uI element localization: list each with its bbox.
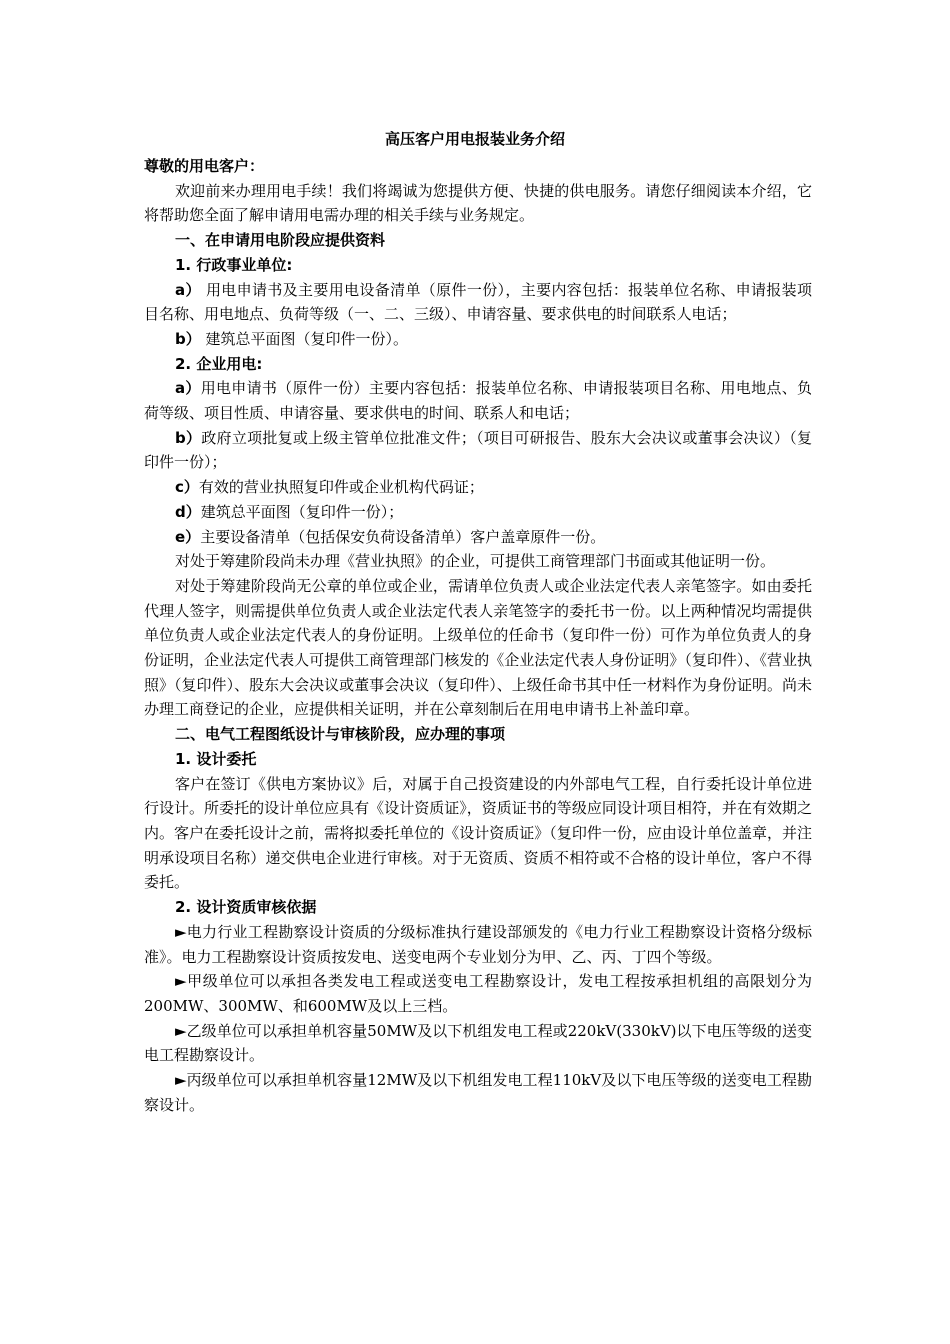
note-paragraph: 对处于筹建阶段尚未办理《营业执照》的企业，可提供工商管理部门书面或其他证明一份。: [175, 552, 776, 571]
item-marker: c）: [175, 478, 199, 497]
section-1-heading: 一、在申请用电阶段应提供资料: [175, 231, 386, 250]
item-marker: e）: [175, 527, 201, 546]
list-item: [144, 475, 812, 500]
item-marker: d）: [175, 502, 201, 521]
item-text: 用电申请书（原件一份）主要内容包括：报装单位名称、申请报装项目名称、用电地点、负荷等级、项目性质、申请容量、要求供电的时间、联系人和电话；: [144, 379, 812, 423]
section-1-sub-1-heading: 1. 行政事业单位:: [175, 255, 293, 274]
list-item: [144, 500, 812, 525]
list-item: [144, 327, 812, 352]
list-item: [144, 426, 812, 475]
section-2-sub-2-heading: 2. 设计资质审核依据: [175, 898, 317, 917]
document-title: 高压客户用电报装业务介绍: [384, 130, 565, 148]
item-text: 建筑总平面图（复印件一份）；: [200, 502, 404, 521]
list-item: [144, 525, 812, 550]
item-text: 建筑总平面图（复印件一份）。: [200, 329, 409, 348]
bullet-paragraph: ►电力行业工程勘察设计资质的分级标准执行建设部颁发的《电力行业工程勘察设计资格分级标准》。电力工程勘察设计资质按发电、送变电两个专业划分为甲、乙、丙、丁四个等级。: [144, 922, 812, 966]
note-paragraph: 对处于筹建阶段尚无公章的单位或企业，需请单位负责人或企业法定代表人亲笔签字。如由委托代理人签字，则需提供单位负责人或企业法定代表人亲笔签字的委托书一份。以上两种情况均需提供单位负责人或企业法定代表人的身份证明。上级单位的任命书（复印件一份）可作为单位负责人的身份证明，企业法定代表人可提供工商管理部门核发的《企业法定代表人身份证明》（复印件）、《营业执照》（复印件）、股东大会决议或董事会决议（复印件）、上级任命书其中任一材料作为身份证明。尚未办理工商登记的企业，应提供相关证明，并在公章刻制后在用电申请书上补盖印章。: [144, 576, 812, 719]
section-1-sub-2-heading: 2. 企业用电:: [175, 354, 263, 373]
item-text: 主要设备清单（包括保安负荷设备清单）客户盖章原件一份。: [200, 527, 606, 546]
list-item: [144, 376, 812, 425]
bullet-paragraph: ►甲级单位可以承担各类发电工程或送变电工程勘察设计，发电工程按承担机组的高限划分为200MW、300MW、和600MW及以上三档。: [144, 972, 812, 1015]
section-2-sub-1-heading: 1. 设计委托: [175, 749, 257, 768]
greeting: 尊敬的用电客户：: [144, 157, 265, 175]
item-marker: a）: [175, 379, 201, 398]
item-marker: a）: [175, 280, 201, 299]
bullet-paragraph: ►乙级单位可以承担单机容量50MW及以下机组发电工程或220kV(330kV)以下电压等级的送变电工程勘察设计。: [144, 1021, 812, 1065]
intro-paragraph: 欢迎前来办理用电手续！我们将竭诚为您提供方便、快捷的供电服务。请您仔细阅读本介绍，它将帮助您全面了解申请用电需办理的相关手续与业务规定。: [144, 181, 812, 225]
item-marker: b）: [175, 428, 202, 447]
item-text: 政府立项批复或上级主管单位批准文件；（项目可研报告、股东大会决议或董事会决议）（复印件一份）；: [144, 428, 812, 472]
item-marker: b）: [175, 329, 201, 348]
design-commission-paragraph: 客户在签订《供电方案协议》后，对属于自己投资建设的内外部电气工程，自行委托设计单位进行设计。所委托的设计单位应具有《设计资质证》，资质证书的等级应同设计项目相符，并在有效期之内。客户在委托设计之前，需将拟委托单位的《设计资质证》（复印件一份，应由设计单位盖章，并注明承设项目名称）递交供电企业进行审核。对于无资质、资质不相符或不合格的设计单位，客户不得委托。: [144, 774, 812, 892]
document-body: [144, 154, 812, 1117]
section-2-heading: 二、电气工程图纸设计与审核阶段，应办理的事项: [175, 725, 506, 744]
item-text: 用电申请书及主要用电设备清单（原件一份），主要内容包括：报装单位名称、申请报装项目名称、用电地点、负荷等级（一、二、三级）、申请容量、要求供电的时间联系人电话；: [144, 280, 812, 324]
bullet-paragraph: ►丙级单位可以承担单机容量12MW及以下机组发电工程110kV及以下电压等级的送变电工程勘察设计。: [144, 1071, 812, 1114]
list-item: [144, 278, 812, 327]
item-text: 有效的营业执照复印件或企业机构代码证；: [198, 478, 484, 497]
